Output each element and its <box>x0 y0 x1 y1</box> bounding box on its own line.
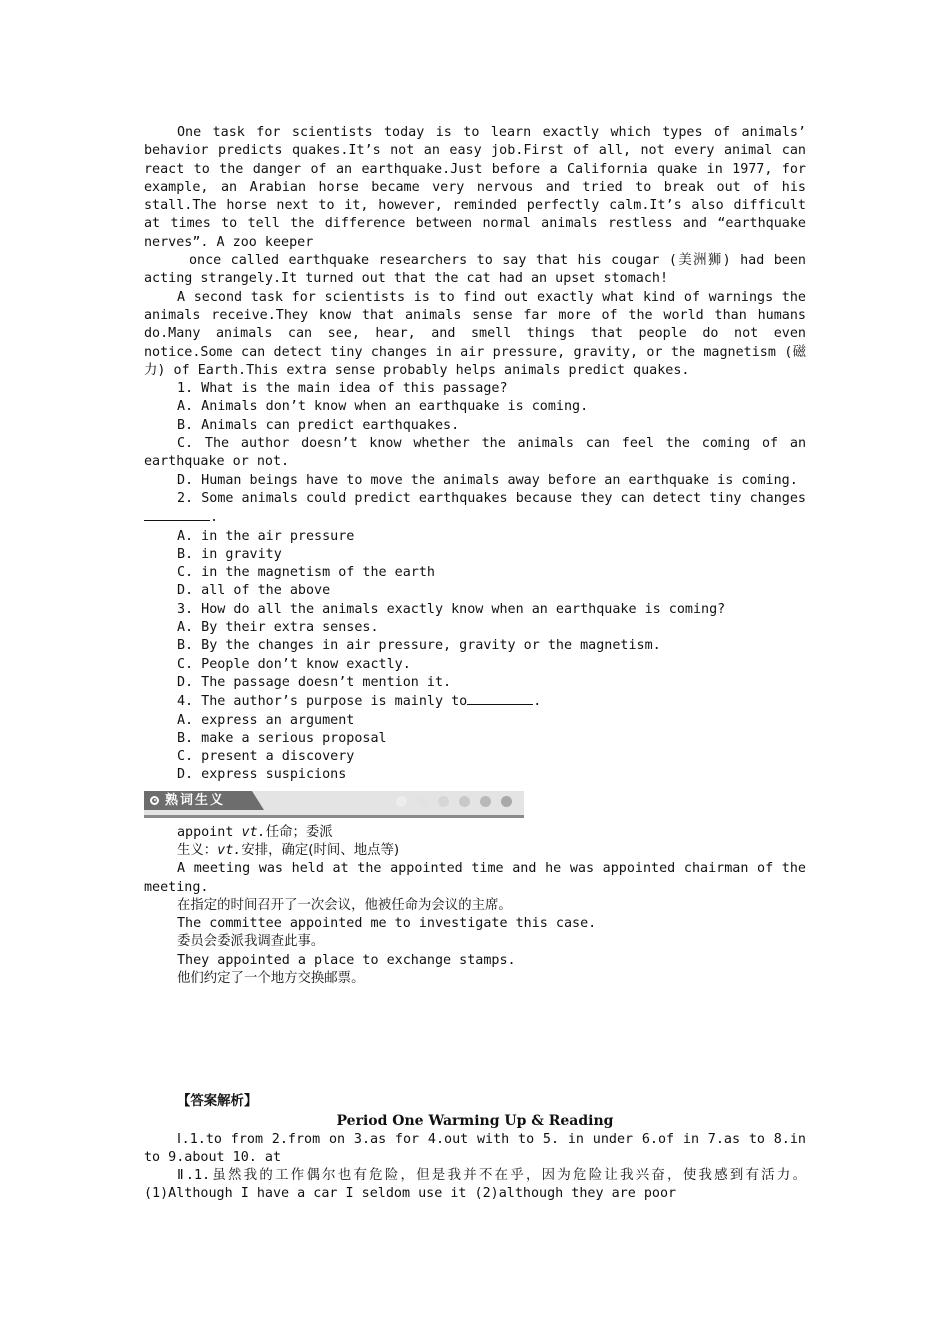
question-4-option-b: B. make a serious proposal <box>177 730 387 746</box>
question-4-option-a: A. express an argument <box>177 712 355 728</box>
answer-line-2: Ⅱ.1.虽然我的工作偶尔也有危险，但是我并不在乎，因为危险让我兴奋，使我感到有活力。 (1)Although I have a car I seldom use it (2)although they are poor <box>144 1168 806 1202</box>
passage-paragraph-3: A second task for scientists is to find out exactly what kind of warnings the animals receive.They know that animals sense far more of the world than humans do.Many animals can see, hear, and smell things that people do not even notice.Some can detect tiny changes in air pressure, gravity, or the magnetism (磁力) of Earth.This extra sense probably helps animals predict quakes. <box>144 289 806 378</box>
answer-blank <box>467 692 533 705</box>
vocab-example-2: The committee appointed me to investigate this case. <box>177 916 597 932</box>
passage-paragraph-2: once called earthquake researchers to say that his cougar (美洲狮) had been acting strangely.It turned out that the cat had an upset stomach! <box>144 253 806 287</box>
dot-icon <box>459 796 470 807</box>
vocab-example-1: A meeting was held at the appointed time and he was appointed chairman of the meeting. <box>144 861 806 895</box>
vocab-new-meaning: 安排，确定(时间、地点等) <box>241 842 400 858</box>
vocab-example-3-translation: 他们约定了一个地方交换邮票。 <box>177 971 365 987</box>
question-2-stem-end: . <box>210 510 219 526</box>
question-1-option-c: C. The author doesn’t know whether the animals can feel the coming of an earthquake or not. <box>144 436 806 470</box>
question-2-option-c: C. in the magnetism of the earth <box>177 565 435 581</box>
question-4-option-d: D. express suspicions <box>177 767 347 783</box>
decorative-dots <box>386 795 512 813</box>
period-title: Period One Warming Up & Reading <box>336 1113 614 1130</box>
question-2-stem-text: 2. Some animals could predict earthquakes because they can detect tiny changes <box>177 490 806 506</box>
vocab-example-2-translation: 委员会委派我调查此事。 <box>177 934 325 950</box>
vocab-word: appoint <box>177 824 234 840</box>
answer-blank <box>144 508 210 521</box>
question-1-stem: 1. What is the main idea of this passage? <box>177 381 508 397</box>
section-banner-title: 熟词生义 <box>165 792 226 808</box>
question-1-option-d: D. Human beings have to move the animals away before an earthquake is coming. <box>177 472 798 488</box>
question-3-option-d: D. The passage doesn’t mention it. <box>177 674 452 690</box>
answer-line-1: Ⅰ.1.to from 2.from on 3.as for 4.out with to 5. in under 6.of in 7.as to 8.in to 9.about 10. at <box>144 1131 806 1165</box>
dot-icon <box>438 796 449 807</box>
vocab-headword-line <box>144 824 806 842</box>
target-bullet-icon <box>150 796 159 805</box>
vocab-meaning: 任命；委派 <box>265 824 333 840</box>
question-3-stem: 3. How do all the animals exactly know when an earthquake is coming? <box>177 601 726 617</box>
passage-paragraph-1: One task for scientists today is to learn exactly which types of animals’ behavior predicts quakes.It’s not an easy job.First of all, not every animal can react to the danger of an earthquake.Just before a California quake in 1977, for example, an Arabian horse became very nervous and tried to break out of his stall.The horse next to it, however, reminded perfectly calm.It’s also difficult at times to tell the difference between normal animals restless and “earthquake nerves”. A zoo keeper <box>144 125 806 250</box>
question-1-option-a: A. Animals don’t know when an earthquake is coming. <box>177 399 589 415</box>
vocab-example-3: They appointed a place to exchange stamps. <box>177 952 516 968</box>
vocab-example-1-translation: 在指定的时间召开了一次会议，他被任命为会议的主席。 <box>177 897 512 913</box>
dot-icon <box>417 796 428 807</box>
dot-icon <box>396 796 407 807</box>
vocab-new-meaning-line <box>144 842 806 860</box>
dot-icon <box>480 796 491 807</box>
vocab-new-pos: vt. <box>217 842 242 858</box>
question-4-stem <box>144 692 806 711</box>
question-2-option-a: A. in the air pressure <box>177 528 355 544</box>
vocab-pos: vt. <box>241 824 266 840</box>
question-1-option-b: B. Animals can predict earthquakes. <box>177 417 460 433</box>
answer-header: 【答案解析】 <box>177 1094 258 1109</box>
question-4-stem-end: . <box>533 694 542 710</box>
document-body <box>144 124 806 988</box>
question-3-option-a: A. By their extra senses. <box>177 620 379 636</box>
question-3-option-b: B. By the changes in air pressure, gravity or the magnetism. <box>177 638 661 654</box>
dot-icon <box>501 796 512 807</box>
question-3-option-c: C. People don’t know exactly. <box>177 656 411 672</box>
question-2-option-b: B. in gravity <box>177 546 282 562</box>
section-banner <box>144 789 524 818</box>
question-2-option-d: D. all of the above <box>177 583 331 599</box>
question-2-stem <box>144 490 806 528</box>
answer-section <box>144 1093 806 1204</box>
section-banner-tab <box>144 791 252 810</box>
question-4-stem-text: 4. The author’s purpose is mainly to <box>177 694 468 710</box>
question-4-option-c: C. present a discovery <box>177 749 355 765</box>
vocab-new-label: 生义： <box>177 842 218 858</box>
